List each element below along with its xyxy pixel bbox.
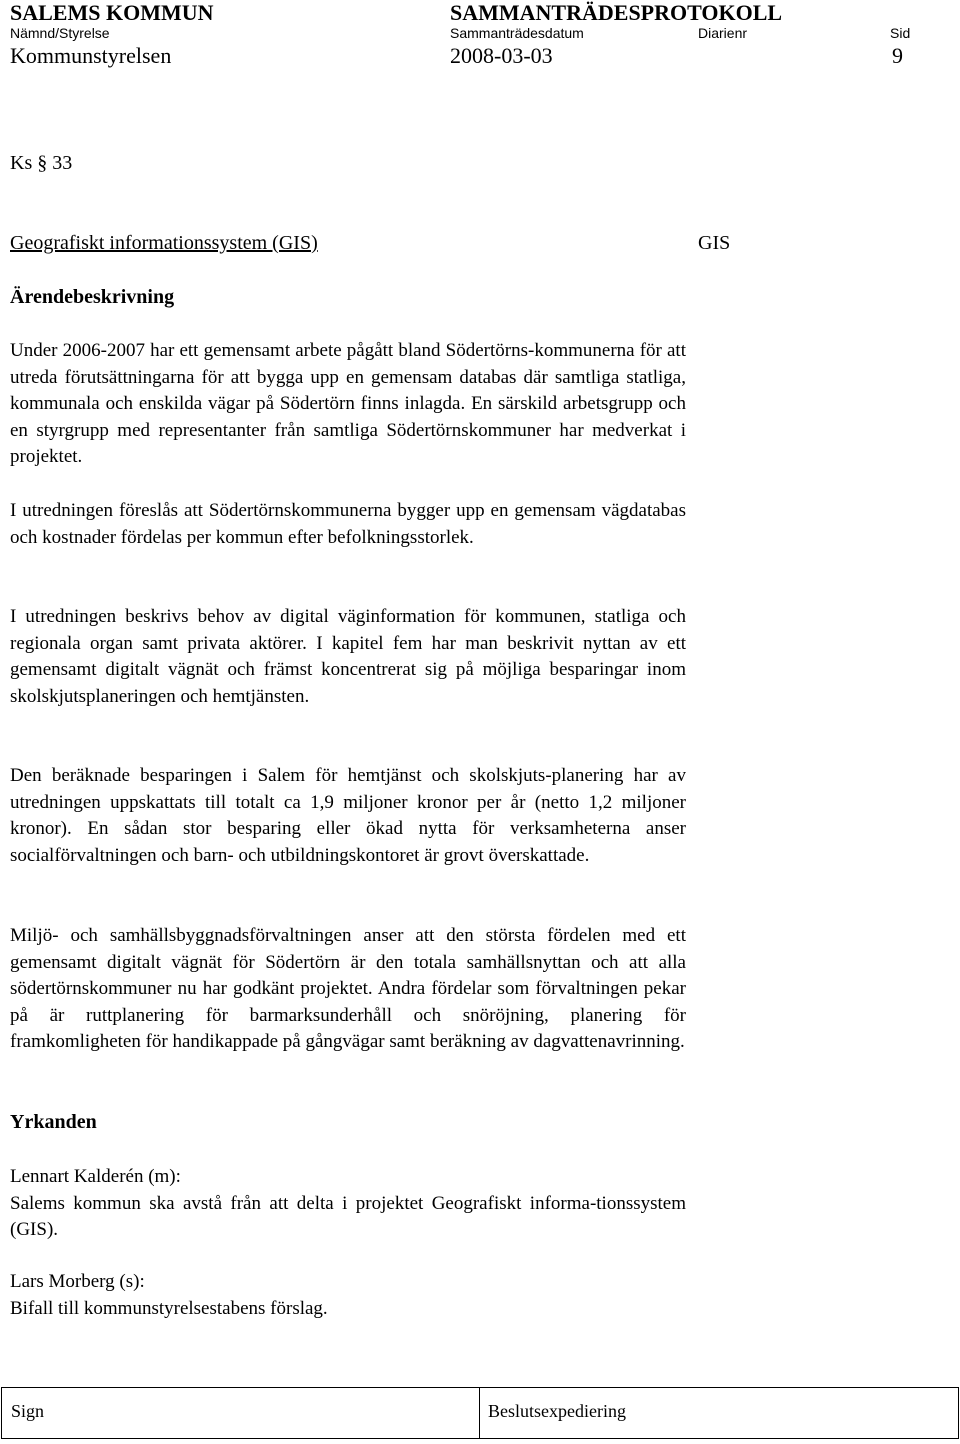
sign-label: Sign — [11, 1401, 45, 1421]
dispatch-label: Beslutsexpediering — [488, 1401, 626, 1421]
motion-1 — [10, 1164, 686, 1244]
motion-2-speaker: Lars Morberg (s): — [10, 1271, 145, 1292]
body-name: Kommunstyrelsen — [10, 43, 172, 68]
section-tag: GIS — [698, 232, 731, 254]
case-paragraph-4 — [10, 763, 686, 869]
case-paragraph-1-text: Under 2006-2007 har ett gemensamt arbete pågått bland Södertörns-kommunerna för att utreda förutsättningarna för att bygga upp en gemensam databas där samtliga statliga, kommunala och enskilda vägar på Södertörn finns inlagda. En särskild arbetsgrupp och en styrgrupp med representanter från samtliga Södertörnskommuner har medverkat i projektet. — [10, 340, 686, 468]
case-paragraph-3 — [10, 604, 686, 710]
motions-heading: Yrkanden — [10, 1111, 97, 1133]
case-paragraph-1 — [10, 338, 686, 471]
footer-divider — [479, 1388, 480, 1438]
case-paragraph-2 — [10, 498, 686, 551]
section-title: Geografiskt informationssystem (GIS) — [10, 232, 318, 254]
case-paragraph-5 — [10, 923, 686, 1056]
case-paragraph-5-text: Miljö- och samhällsbyggnadsförvaltningen anser att den största fördelen med ett gemensamt digitalt vägnät för Södertörn är den totala samhällsnyttan och att alla södertörnskommuner nu har godkänt projektet. Andra fördelar som förvaltningen pekar på är ruttplanering för barmarksunderhåll och snöröjning, planering för framkomligheten för handikappade på gångvägar samt beräkning av dagvattenavrinning. — [10, 925, 686, 1053]
case-paragraph-3-text: I utredningen beskrivs behov av digital väginformation för kommunen, statliga och regionala organ samt privata aktörer. I kapitel fem har man beskrivit nyttan av ett gemensamt digitalt vägnät och främst koncentrerat sig på möjliga besparingar inom skolskjutsplaneringen och hemtjänsten. — [10, 606, 686, 707]
case-description-heading: Ärendebeskrivning — [10, 286, 175, 308]
case-paragraph-4-text: Den beräknade besparingen i Salem för hemtjänst och skolskjuts-planering har av utredningen uppskattats till totalt ca 1,9 miljoner kronor per år (netto 1,2 miljoner kronor). En sådan stor besparing eller ökad nytta för verksamheterna anser socialförvaltningen och barn- och utbildningskontoret är grovt överskattade. — [10, 765, 686, 866]
motion-1-speaker: Lennart Kalderén (m): — [10, 1166, 181, 1187]
motion-2-text: Bifall till kommunstyrelsestabens förslag. — [10, 1297, 328, 1319]
label-meeting-date: Sammanträdesdatum — [450, 25, 584, 41]
label-diarienr: Diarienr — [698, 25, 748, 41]
page-number: 9 — [892, 43, 903, 68]
municipality-name: SALEMS KOMMUN — [10, 0, 214, 25]
signature-footer — [1, 1387, 959, 1439]
document-type: SAMMANTRÄDESPROTOKOLL — [450, 0, 783, 25]
meeting-date: 2008-03-03 — [450, 43, 553, 68]
section-number: Ks § 33 — [10, 152, 73, 174]
label-body: Nämnd/Styrelse — [10, 25, 110, 41]
case-paragraph-2-text: I utredningen föreslås att Södertörnskommunerna bygger upp en gemensam vägdatabas och kostnader fördelas per kommun efter befolkningsstorlek. — [10, 500, 686, 548]
motion-1-text: Salems kommun ska avstå från att delta i projektet Geografiskt informa-tionssystem (GIS). — [10, 1192, 686, 1241]
motion-2 — [10, 1269, 686, 1322]
label-page: Sid — [890, 25, 911, 41]
